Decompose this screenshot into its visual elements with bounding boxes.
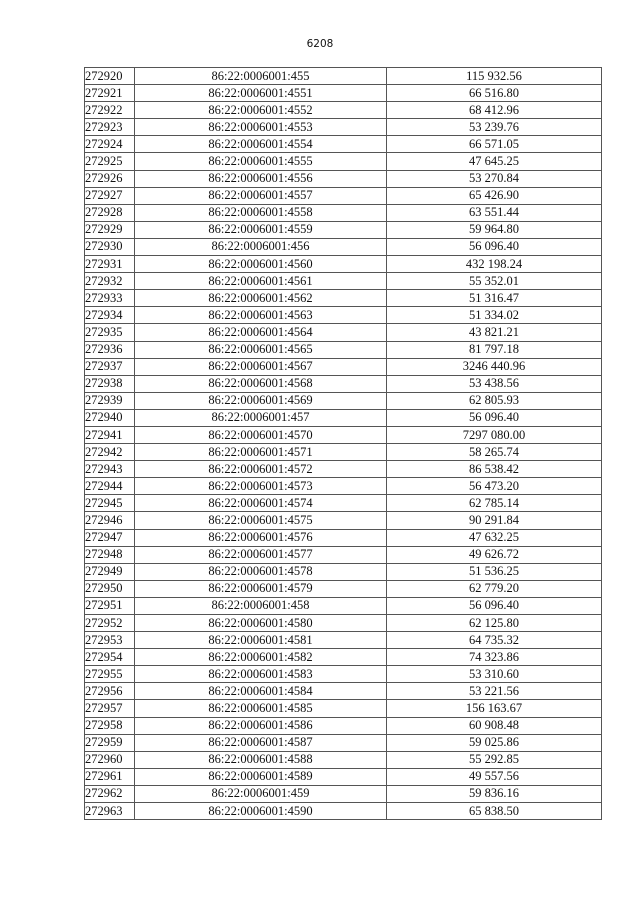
row-number-cell: 272949	[85, 563, 135, 580]
table-row	[85, 238, 602, 255]
cadastral-number-cell: 86:22:0006001:4577	[135, 546, 387, 563]
cadastral-number-cell: 86:22:0006001:4567	[135, 358, 387, 375]
value-cell: 7297 080.00	[387, 426, 602, 443]
value-cell: 47 632.25	[387, 529, 602, 546]
table-row	[85, 529, 602, 546]
value-cell: 59 025.86	[387, 734, 602, 751]
cadastral-number-cell: 86:22:0006001:4585	[135, 700, 387, 717]
value-cell: 55 352.01	[387, 273, 602, 290]
cadastral-number-cell: 86:22:0006001:4576	[135, 529, 387, 546]
value-cell: 62 805.93	[387, 392, 602, 409]
row-number-cell: 272954	[85, 649, 135, 666]
value-cell: 66 516.80	[387, 85, 602, 102]
row-number-cell: 272946	[85, 512, 135, 529]
row-number-cell: 272943	[85, 461, 135, 478]
row-number-cell: 272930	[85, 238, 135, 255]
row-number-cell: 272947	[85, 529, 135, 546]
table-row	[85, 666, 602, 683]
cadastral-number-cell: 86:22:0006001:4573	[135, 478, 387, 495]
row-number-cell: 272927	[85, 187, 135, 204]
value-cell: 81 797.18	[387, 341, 602, 358]
row-number-cell: 272940	[85, 409, 135, 426]
cadastral-number-cell: 86:22:0006001:4558	[135, 204, 387, 221]
cadastral-number-cell: 86:22:0006001:456	[135, 238, 387, 255]
cadastral-number-cell: 86:22:0006001:4564	[135, 324, 387, 341]
table-row	[85, 512, 602, 529]
cadastral-number-cell: 86:22:0006001:4583	[135, 666, 387, 683]
row-number-cell: 272960	[85, 751, 135, 768]
row-number-cell: 272921	[85, 85, 135, 102]
row-number-cell: 272922	[85, 102, 135, 119]
cadastral-number-cell: 86:22:0006001:4572	[135, 461, 387, 478]
cadastral-number-cell: 86:22:0006001:4579	[135, 580, 387, 597]
cadastral-number-cell: 86:22:0006001:4580	[135, 615, 387, 632]
value-cell: 53 239.76	[387, 119, 602, 136]
value-cell: 3246 440.96	[387, 358, 602, 375]
row-number-cell: 272932	[85, 273, 135, 290]
table-row	[85, 290, 602, 307]
table-row	[85, 768, 602, 785]
table-row	[85, 68, 602, 85]
table-row	[85, 392, 602, 409]
cadastral-number-cell: 86:22:0006001:4552	[135, 102, 387, 119]
cadastral-number-cell: 86:22:0006001:4560	[135, 256, 387, 273]
table-row	[85, 751, 602, 768]
row-number-cell: 272963	[85, 803, 135, 820]
table-row	[85, 273, 602, 290]
row-number-cell: 272929	[85, 221, 135, 238]
row-number-cell: 272928	[85, 204, 135, 221]
table-row	[85, 221, 602, 238]
table-row	[85, 256, 602, 273]
table-row	[85, 478, 602, 495]
row-number-cell: 272933	[85, 290, 135, 307]
cadastral-number-cell: 86:22:0006001:4551	[135, 85, 387, 102]
value-cell: 62 779.20	[387, 580, 602, 597]
cadastral-number-cell: 86:22:0006001:457	[135, 409, 387, 426]
table-row	[85, 461, 602, 478]
value-cell: 63 551.44	[387, 204, 602, 221]
value-cell: 49 626.72	[387, 546, 602, 563]
value-cell: 68 412.96	[387, 102, 602, 119]
cadastral-number-cell: 86:22:0006001:4570	[135, 426, 387, 443]
row-number-cell: 272957	[85, 700, 135, 717]
value-cell: 65 838.50	[387, 803, 602, 820]
value-cell: 58 265.74	[387, 444, 602, 461]
table-row	[85, 426, 602, 443]
table-row	[85, 495, 602, 512]
value-cell: 59 836.16	[387, 785, 602, 802]
value-cell: 56 096.40	[387, 238, 602, 255]
row-number-cell: 272962	[85, 785, 135, 802]
cadastral-table	[84, 67, 602, 820]
table-row	[85, 341, 602, 358]
row-number-cell: 272938	[85, 375, 135, 392]
cadastral-number-cell: 86:22:0006001:4590	[135, 803, 387, 820]
cadastral-number-cell: 86:22:0006001:4588	[135, 751, 387, 768]
row-number-cell: 272936	[85, 341, 135, 358]
row-number-cell: 272961	[85, 768, 135, 785]
value-cell: 86 538.42	[387, 461, 602, 478]
row-number-cell: 272948	[85, 546, 135, 563]
table-row	[85, 170, 602, 187]
table-row	[85, 204, 602, 221]
table-row	[85, 324, 602, 341]
value-cell: 49 557.56	[387, 768, 602, 785]
value-cell: 56 096.40	[387, 409, 602, 426]
row-number-cell: 272953	[85, 632, 135, 649]
table-row	[85, 153, 602, 170]
row-number-cell: 272939	[85, 392, 135, 409]
value-cell: 53 221.56	[387, 683, 602, 700]
value-cell: 53 310.60	[387, 666, 602, 683]
value-cell: 156 163.67	[387, 700, 602, 717]
table-row	[85, 563, 602, 580]
table-row	[85, 136, 602, 153]
cadastral-number-cell: 86:22:0006001:4561	[135, 273, 387, 290]
row-number-cell: 272951	[85, 597, 135, 614]
cadastral-number-cell: 86:22:0006001:458	[135, 597, 387, 614]
table-row	[85, 375, 602, 392]
cadastral-number-cell: 86:22:0006001:4554	[135, 136, 387, 153]
table-row	[85, 734, 602, 751]
value-cell: 64 735.32	[387, 632, 602, 649]
page-number: 6208	[306, 38, 334, 50]
row-number-cell: 272935	[85, 324, 135, 341]
table-row	[85, 102, 602, 119]
row-number-cell: 272941	[85, 426, 135, 443]
value-cell: 51 334.02	[387, 307, 602, 324]
value-cell: 43 821.21	[387, 324, 602, 341]
table-row	[85, 649, 602, 666]
table-row	[85, 785, 602, 802]
row-number-cell: 272920	[85, 68, 135, 85]
value-cell: 53 270.84	[387, 170, 602, 187]
cadastral-number-cell: 86:22:0006001:4575	[135, 512, 387, 529]
row-number-cell: 272945	[85, 495, 135, 512]
cadastral-number-cell: 86:22:0006001:4581	[135, 632, 387, 649]
row-number-cell: 272958	[85, 717, 135, 734]
table-row	[85, 597, 602, 614]
table-row	[85, 632, 602, 649]
table-row	[85, 444, 602, 461]
value-cell: 65 426.90	[387, 187, 602, 204]
table-row	[85, 700, 602, 717]
table-row	[85, 803, 602, 820]
value-cell: 53 438.56	[387, 375, 602, 392]
cadastral-number-cell: 86:22:0006001:4589	[135, 768, 387, 785]
cadastral-number-cell: 86:22:0006001:4555	[135, 153, 387, 170]
cadastral-number-cell: 86:22:0006001:4578	[135, 563, 387, 580]
value-cell: 66 571.05	[387, 136, 602, 153]
row-number-cell: 272925	[85, 153, 135, 170]
table-row	[85, 119, 602, 136]
cadastral-number-cell: 86:22:0006001:4574	[135, 495, 387, 512]
value-cell: 90 291.84	[387, 512, 602, 529]
value-cell: 62 125.80	[387, 615, 602, 632]
value-cell: 56 096.40	[387, 597, 602, 614]
table-row	[85, 580, 602, 597]
table-row	[85, 717, 602, 734]
value-cell: 51 316.47	[387, 290, 602, 307]
row-number-cell: 272956	[85, 683, 135, 700]
value-cell: 60 908.48	[387, 717, 602, 734]
cadastral-number-cell: 86:22:0006001:4563	[135, 307, 387, 324]
value-cell: 55 292.85	[387, 751, 602, 768]
cadastral-number-cell: 86:22:0006001:4568	[135, 375, 387, 392]
cadastral-number-cell: 86:22:0006001:459	[135, 785, 387, 802]
row-number-cell: 272959	[85, 734, 135, 751]
cadastral-number-cell: 86:22:0006001:4559	[135, 221, 387, 238]
value-cell: 62 785.14	[387, 495, 602, 512]
row-number-cell: 272955	[85, 666, 135, 683]
table-row	[85, 409, 602, 426]
row-number-cell: 272950	[85, 580, 135, 597]
table-row	[85, 683, 602, 700]
cadastral-number-cell: 86:22:0006001:4587	[135, 734, 387, 751]
table-row	[85, 615, 602, 632]
row-number-cell: 272924	[85, 136, 135, 153]
table-body	[85, 68, 602, 820]
cadastral-number-cell: 86:22:0006001:4565	[135, 341, 387, 358]
cadastral-number-cell: 86:22:0006001:4569	[135, 392, 387, 409]
value-cell: 47 645.25	[387, 153, 602, 170]
cadastral-number-cell: 86:22:0006001:4556	[135, 170, 387, 187]
row-number-cell: 272923	[85, 119, 135, 136]
cadastral-number-cell: 86:22:0006001:4553	[135, 119, 387, 136]
row-number-cell: 272942	[85, 444, 135, 461]
row-number-cell: 272931	[85, 256, 135, 273]
table-row	[85, 85, 602, 102]
cadastral-number-cell: 86:22:0006001:4582	[135, 649, 387, 666]
value-cell: 115 932.56	[387, 68, 602, 85]
row-number-cell: 272926	[85, 170, 135, 187]
cadastral-number-cell: 86:22:0006001:4586	[135, 717, 387, 734]
cadastral-number-cell: 86:22:0006001:4584	[135, 683, 387, 700]
row-number-cell: 272934	[85, 307, 135, 324]
cadastral-number-cell: 86:22:0006001:4562	[135, 290, 387, 307]
value-cell: 432 198.24	[387, 256, 602, 273]
table-row	[85, 358, 602, 375]
value-cell: 59 964.80	[387, 221, 602, 238]
value-cell: 74 323.86	[387, 649, 602, 666]
table-row	[85, 546, 602, 563]
row-number-cell: 272952	[85, 615, 135, 632]
value-cell: 51 536.25	[387, 563, 602, 580]
cadastral-number-cell: 86:22:0006001:4557	[135, 187, 387, 204]
value-cell: 56 473.20	[387, 478, 602, 495]
cadastral-number-cell: 86:22:0006001:455	[135, 68, 387, 85]
row-number-cell: 272944	[85, 478, 135, 495]
table-row	[85, 187, 602, 204]
table-row	[85, 307, 602, 324]
row-number-cell: 272937	[85, 358, 135, 375]
cadastral-number-cell: 86:22:0006001:4571	[135, 444, 387, 461]
